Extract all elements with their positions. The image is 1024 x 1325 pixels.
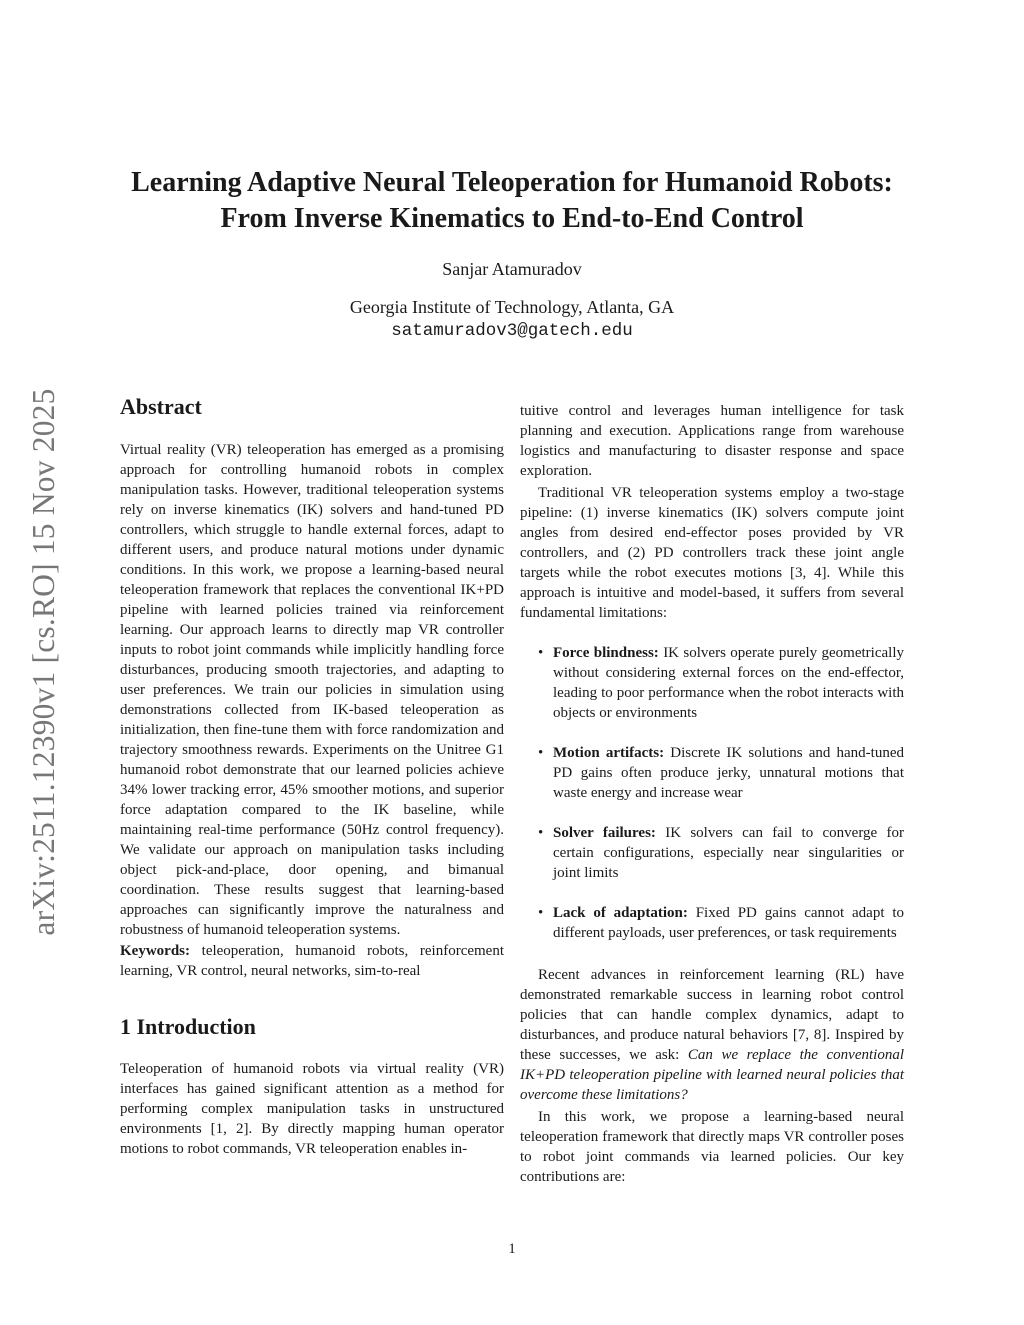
- limitations-list: [520, 643, 904, 943]
- intro-paragraph-1-continued: tuitive control and leverages human intelligence for task planning and execution. Applications range from warehouse logistics and manufacturing to disaster response and space exploration.: [520, 403, 904, 479]
- bullet-text: IK solvers operate purely geometrically without considering external forces on the end-effector, leading to poor performance when the robot interacts with objects or environments: [553, 645, 904, 721]
- research-question: Can we replace the conventional IK+PD teleoperation pipeline with learned neural policies that overcome these limitations?: [520, 1047, 904, 1103]
- bullet-lead: Solver failures:: [553, 825, 656, 841]
- title-line-1: Learning Adaptive Neural Teleoperation for Humanoid Robots:: [131, 167, 893, 198]
- list-item: [520, 743, 904, 803]
- title-line-2: From Inverse Kinematics to End-to-End Control: [220, 203, 804, 234]
- bullet-text: Discrete IK solutions and hand-tuned PD gains often produce jerky, unnatural motions that waste energy and increase wear: [553, 745, 904, 801]
- author-affiliation: Georgia Institute of Technology, Atlanta, GA: [349, 297, 675, 317]
- bullet-lead: Motion artifacts:: [553, 745, 665, 761]
- arxiv-identifier-stamp: arXiv:2511.12390v1 [cs.RO] 15 Nov 2025: [26, 388, 61, 936]
- bullet-text: Fixed PD gains cannot adapt to different payloads, user preferences, or task requirements: [553, 905, 905, 941]
- paper-title: [0, 165, 1024, 237]
- keywords-paragraph: [120, 941, 504, 981]
- list-item: [520, 823, 904, 883]
- intro-paragraph-3-text: Recent advances in reinforcement learning (RL) have demonstrated remarkable success in learning robot control policies that can handle complex dynamics, adapt to disturbances, and produce natural behaviors [7, 8]. Inspired by these successes, we ask:: [520, 967, 904, 1063]
- abstract-body: Virtual reality (VR) teleoperation has emerged as a promising approach for controlling humanoid robots in complex manipulation tasks. However, traditional teleoperation systems rely on inverse kinematics (IK) solvers and hand-tuned PD controllers, which struggle to handle external forces, adapt to different users, and produce natural motions under dynamic conditions. In this work, we propose a learning-based neural teleoperation framework that replaces the conventional IK+PD pipeline with learned policies trained via reinforcement learning. Our approach learns to directly map VR controller inputs to robot joint commands while implicitly handling force disturbances, producing smooth trajectories, and adapting to user preferences. We train our policies in simulation using demonstrations collected from IK-based teleoperation as initialization, then fine-tune them with force randomization and trajectory smoothness rewards. Experiments on the Unitree G1 humanoid robot demonstrate that our learned policies achieve 34% lower tracking error, 45% smoother motions, and superior force adaptation compared to the IK baseline, while maintaining real-time performance (50Hz control frequency). We validate our approach on manipulation tasks including object pick-and-place, door opening, and bimanual coordination. These results suggest that learning-based approaches can significantly improve the naturalness and robustness of humanoid teleoperation systems.: [120, 442, 504, 938]
- author-name: Sanjar Atamuradov: [442, 259, 582, 279]
- keywords-text: teleoperation, humanoid robots, reinforcement learning, VR control, neural networks, sim-to-real: [120, 943, 504, 979]
- page-number: 1: [508, 1241, 516, 1257]
- left-column: [120, 392, 504, 1159]
- right-column: [520, 401, 904, 1187]
- bullet-lead: Lack of adaptation:: [553, 905, 688, 921]
- abstract-heading: Abstract: [120, 394, 202, 419]
- keywords-label: Keywords:: [120, 943, 190, 959]
- introduction-heading: 1 Introduction: [120, 1014, 256, 1039]
- intro-paragraph-2: Traditional VR teleoperation systems employ a two-stage pipeline: (1) inverse kinematics (IK) solvers compute joint angles from desired end-effector poses provided by VR controllers, and (2) PD controllers track these joint angle targets while the robot executes motions [3, 4]. While this approach is intuitive and model-based, it suffers from several fundamental limitations:: [520, 485, 904, 621]
- intro-paragraph-3: [520, 965, 904, 1105]
- intro-paragraph-1: Teleoperation of humanoid robots via virtual reality (VR) interfaces has gained significant attention as a method for performing complex manipulation tasks in unstructured environments [1, 2]. By directly mapping human operator motions to robot commands, VR teleoperation enables in-: [120, 1061, 504, 1157]
- intro-paragraph-4: In this work, we propose a learning-based neural teleoperation framework that directly maps VR controller poses to robot joint commands via learned policies. Our key contributions are:: [520, 1109, 904, 1185]
- list-item: [520, 903, 904, 943]
- bullet-lead: Force blindness:: [553, 645, 659, 661]
- bullet-text: IK solvers can fail to converge for certain configurations, especially near singularities or joint limits: [553, 825, 904, 881]
- list-item: [520, 643, 904, 723]
- author-email: satamuradov3@gatech.edu: [391, 321, 633, 341]
